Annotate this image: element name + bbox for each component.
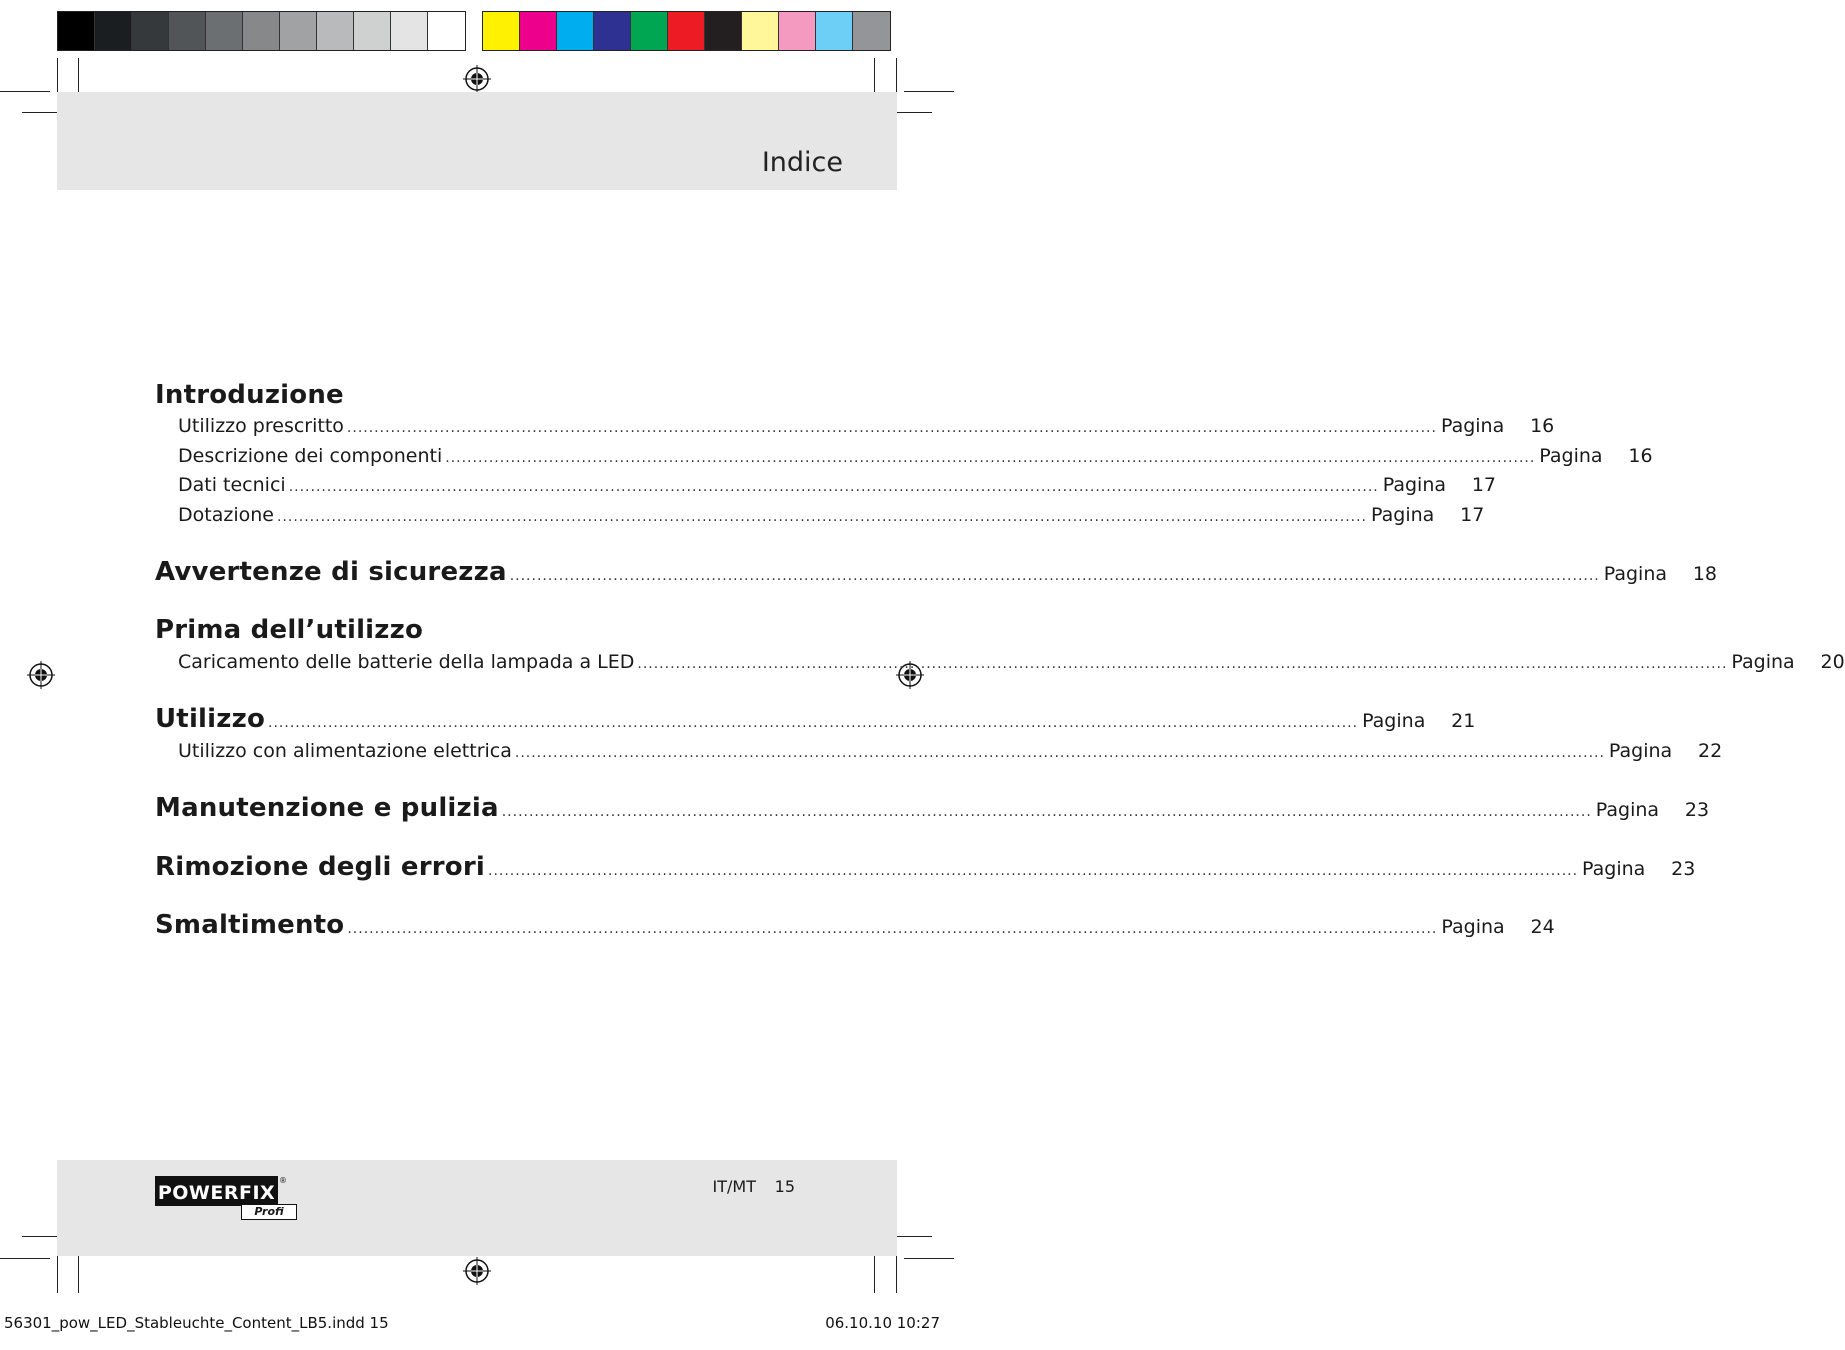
color-swatch (354, 12, 391, 50)
crop-mark (896, 1253, 897, 1293)
crop-mark (57, 1253, 58, 1293)
color-swatch (705, 12, 742, 50)
brand-logo-sub: Profi (241, 1204, 297, 1220)
color-swatch (206, 12, 243, 50)
crop-mark (0, 1258, 50, 1259)
toc-entry-label: Caricamento delle batterie della lampada a LED (178, 651, 635, 673)
color-swatch (243, 12, 280, 50)
page-number: 23 (1671, 858, 1696, 880)
crop-mark (0, 91, 50, 92)
toc-entry[interactable] (155, 740, 1723, 762)
page-word: Pagina (1539, 445, 1603, 467)
dot-leader: ........................................................................................................................................................................................................ (514, 745, 1605, 761)
page-word: Pagina (1582, 858, 1646, 880)
dot-leader: ........................................................................................................................................................................................................ (445, 450, 1536, 466)
color-swatch (520, 12, 557, 50)
dot-leader: ........................................................................................................................................................................................................ (276, 509, 1368, 525)
color-swatch (169, 12, 206, 50)
color-swatch (428, 12, 465, 50)
toc-entry[interactable] (155, 474, 1497, 496)
color-swatch (853, 12, 890, 50)
toc-entry-label: Utilizzo prescritto (178, 415, 344, 437)
dot-leader: ........................................................................................................................................................................................................ (637, 656, 1728, 672)
toc-entry[interactable] (155, 651, 1845, 673)
color-swatch (742, 12, 779, 50)
color-swatch (557, 12, 594, 50)
dot-leader: ........................................................................................................................................................................................................ (346, 420, 1437, 436)
crop-mark (78, 1253, 79, 1293)
page-word: Pagina (1603, 563, 1668, 585)
process-color-bar (482, 11, 891, 51)
toc-entry-label: Avvertenze di sicurezza (155, 557, 507, 587)
color-swatch (668, 12, 705, 50)
page-word: Pagina (1608, 740, 1673, 762)
slug-datetime: 06.10.10 10:27 (825, 1314, 940, 1332)
crop-mark (892, 1236, 932, 1237)
toc-entry-label: Utilizzo con alimentazione elettrica (178, 740, 512, 762)
color-swatch (631, 12, 668, 50)
color-swatch (280, 12, 317, 50)
page-number: 17 (1471, 474, 1497, 496)
toc-entry-label: Dati tecnici (178, 474, 286, 496)
color-swatch (483, 12, 520, 50)
registered-mark-icon: ® (279, 1176, 287, 1185)
page-number: 20 (1820, 651, 1845, 673)
dot-leader: ........................................................................................................................................................................................................ (347, 921, 1438, 937)
toc-entry-label: Utilizzo (155, 704, 266, 734)
section-title-prima: Prima dell’utilizzo (155, 615, 424, 645)
color-swatch (132, 12, 169, 50)
slug-filename: 56301_pow_LED_Stableuchte_Content_LB5.indd 15 (4, 1314, 389, 1332)
header-band (57, 92, 897, 190)
toc-entry-label: Manutenzione e pulizia (155, 793, 499, 823)
page-word: Pagina (1371, 504, 1435, 526)
color-swatch (391, 12, 428, 50)
crop-mark (874, 1253, 875, 1293)
registration-mark-icon (463, 1257, 491, 1285)
brand-logo-text: POWERFIX (155, 1176, 278, 1206)
dot-leader: ........................................................................................................................................................................................................ (488, 863, 1579, 879)
crop-mark (904, 1258, 954, 1259)
page-word: Pagina (1382, 474, 1447, 496)
language-code: IT/MT (712, 1177, 756, 1196)
page-word: Pagina (1731, 651, 1795, 673)
toc-entry[interactable] (155, 504, 1485, 526)
color-swatch (779, 12, 816, 50)
toc-entry-label: Smaltimento (155, 910, 345, 940)
crop-mark (892, 112, 932, 113)
color-swatch (317, 12, 354, 50)
toc-entry-utilizzo[interactable] (155, 704, 1476, 734)
crop-mark (22, 1236, 62, 1237)
page-number: 18 (1692, 563, 1718, 585)
toc-entry-rimozione[interactable] (155, 852, 1696, 882)
page-number: 16 (1628, 445, 1653, 467)
toc-entry-label: Descrizione dei componenti (178, 445, 443, 467)
page-number: 22 (1698, 740, 1723, 762)
brand-logo (155, 1176, 300, 1220)
footer-band (57, 1160, 897, 1256)
registration-mark-icon (463, 65, 491, 93)
section-title-introduzione: Introduzione (155, 380, 344, 410)
page-number: 21 (1451, 710, 1476, 732)
dot-leader: ........................................................................................................................................................................................................ (268, 715, 1359, 731)
dot-leader: ........................................................................................................................................................................................................ (288, 479, 1379, 495)
toc-entry[interactable] (155, 415, 1555, 437)
page-title: Indice (761, 147, 843, 178)
grayscale-color-bar (57, 11, 466, 51)
crop-mark (904, 91, 954, 92)
table-of-contents (155, 380, 1845, 960)
page-word: Pagina (1362, 710, 1426, 732)
toc-entry-label: Dotazione (178, 504, 274, 526)
crop-mark (22, 112, 62, 113)
toc-entry-manutenzione[interactable] (155, 793, 1710, 823)
color-swatch (58, 12, 95, 50)
toc-entry-label: Rimozione degli errori (155, 852, 485, 882)
registration-mark-icon (27, 661, 55, 689)
dot-leader: ........................................................................................................................................................................................................ (501, 804, 1592, 820)
page-word: Pagina (1441, 916, 1505, 938)
page-number: 24 (1530, 916, 1555, 938)
page-number: 17 (1460, 504, 1485, 526)
toc-entry-smaltimento[interactable] (155, 910, 1555, 940)
color-swatch (594, 12, 631, 50)
toc-entry-avvertenze[interactable] (155, 557, 1718, 587)
page-number: 16 (1530, 415, 1555, 437)
toc-entry[interactable] (155, 445, 1653, 467)
page-word: Pagina (1595, 799, 1660, 821)
footer-page-number: 15 (774, 1177, 795, 1196)
dot-leader: ........................................................................................................................................................................................................ (509, 568, 1600, 584)
page-number: 23 (1684, 799, 1710, 821)
color-swatch (95, 12, 132, 50)
page-word: Pagina (1440, 415, 1505, 437)
color-swatch (816, 12, 853, 50)
